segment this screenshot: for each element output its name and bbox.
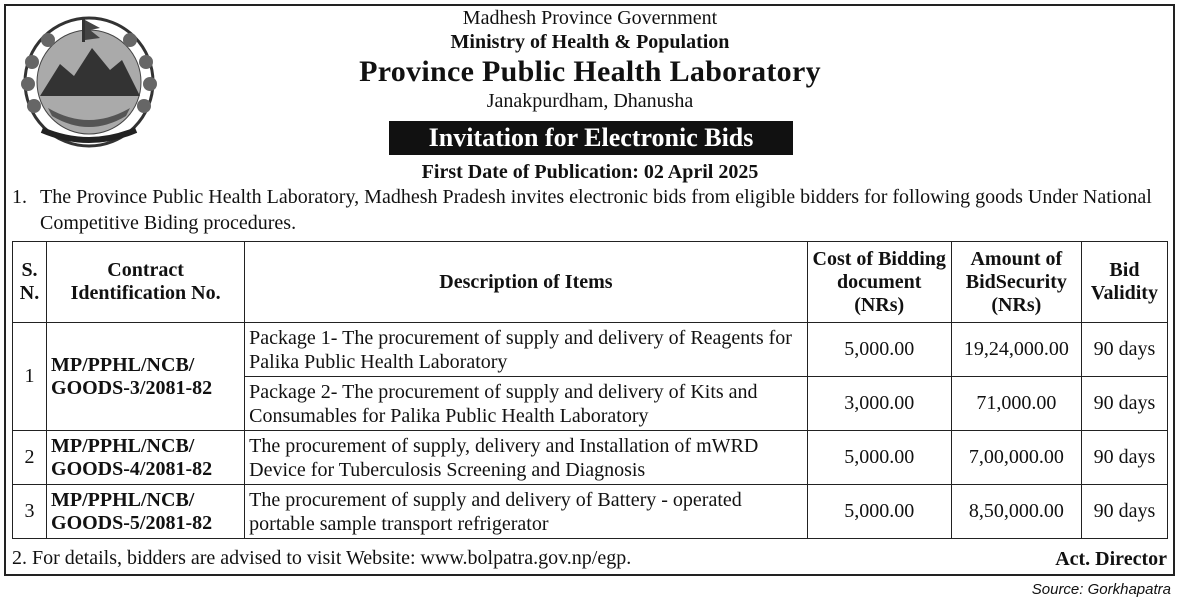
row-security: 19,24,000.00 <box>951 323 1081 377</box>
row-contract-id: MP/PPHL/NCB/ GOODS-4/2081-82 <box>47 431 245 485</box>
row-cost: 5,000.00 <box>807 323 951 377</box>
row-validity: 90 days <box>1081 431 1167 485</box>
row-validity: 90 days <box>1081 377 1167 431</box>
intro-number: 1. <box>12 186 27 208</box>
row-security: 8,50,000.00 <box>951 485 1081 539</box>
header-contract-id: Contract Identification No. <box>47 242 245 323</box>
government-name: Madhesh Province Government <box>462 7 718 29</box>
row-validity: 90 days <box>1081 485 1167 539</box>
intro-paragraph <box>12 184 1172 236</box>
table-row <box>13 323 1168 377</box>
table-row <box>13 431 1168 485</box>
header <box>240 6 940 112</box>
row-description: Package 1- The procurement of supply and delivery of Reagents for Palika Public Health Laboratory <box>245 323 807 377</box>
row-description: Package 2- The procurement of supply and delivery of Kits and Consumables for Palika Public Health Laboratory <box>245 377 807 431</box>
header-cost: Cost of Bidding document (NRs) <box>807 242 951 323</box>
laboratory-name: Province Public Health Laboratory <box>359 55 821 88</box>
row-sn: 2 <box>13 431 47 485</box>
row-security: 7,00,000.00 <box>951 431 1081 485</box>
location: Janakpurdham, Dhanusha <box>486 90 694 112</box>
row-sn: 3 <box>13 485 47 539</box>
row-description: The procurement of supply and delivery of Battery - operated portable sample transport refrigerator <box>245 485 807 539</box>
source-credit: Source: Gorkhapatra <box>1031 581 1171 598</box>
header-security: Amount of BidSecurity (NRs) <box>951 242 1081 323</box>
row-contract-id: MP/PPHL/NCB/ GOODS-3/2081-82 <box>47 323 245 431</box>
publication-date: First Date of Publication: 02 April 2025 <box>421 161 759 183</box>
bids-table <box>12 241 1168 539</box>
table-header-row <box>13 242 1168 323</box>
row-cost: 5,000.00 <box>807 431 951 485</box>
notice-title: Invitation for Electronic Bids <box>389 121 793 155</box>
ministry-name: Ministry of Health & Population <box>450 31 730 53</box>
row-cost: 5,000.00 <box>807 485 951 539</box>
header-validity: Bid Validity <box>1081 242 1167 323</box>
row-security: 71,000.00 <box>951 377 1081 431</box>
header-description: Description of Items <box>245 242 807 323</box>
signatory: Act. Director <box>1055 548 1167 570</box>
footer-note: 2. For details, bidders are advised to visit Website: www.bolpatra.gov.np/egp. <box>12 547 632 569</box>
row-sn: 1 <box>13 323 47 431</box>
row-validity: 90 days <box>1081 323 1167 377</box>
row-description: The procurement of supply, delivery and Installation of mWRD Device for Tuberculosis Screening and Diagnosis <box>245 431 807 485</box>
table-row <box>13 485 1168 539</box>
header-sn: S. N. <box>13 242 47 323</box>
row-contract-id: MP/PPHL/NCB/ GOODS-5/2081-82 <box>47 485 245 539</box>
row-cost: 3,000.00 <box>807 377 951 431</box>
nepal-emblem-icon <box>18 12 160 150</box>
intro-text: The Province Public Health Laboratory, Madhesh Pradesh invites electronic bids from eligible bidders for following goods Under National Competitive Biding procedures. <box>40 186 1152 234</box>
